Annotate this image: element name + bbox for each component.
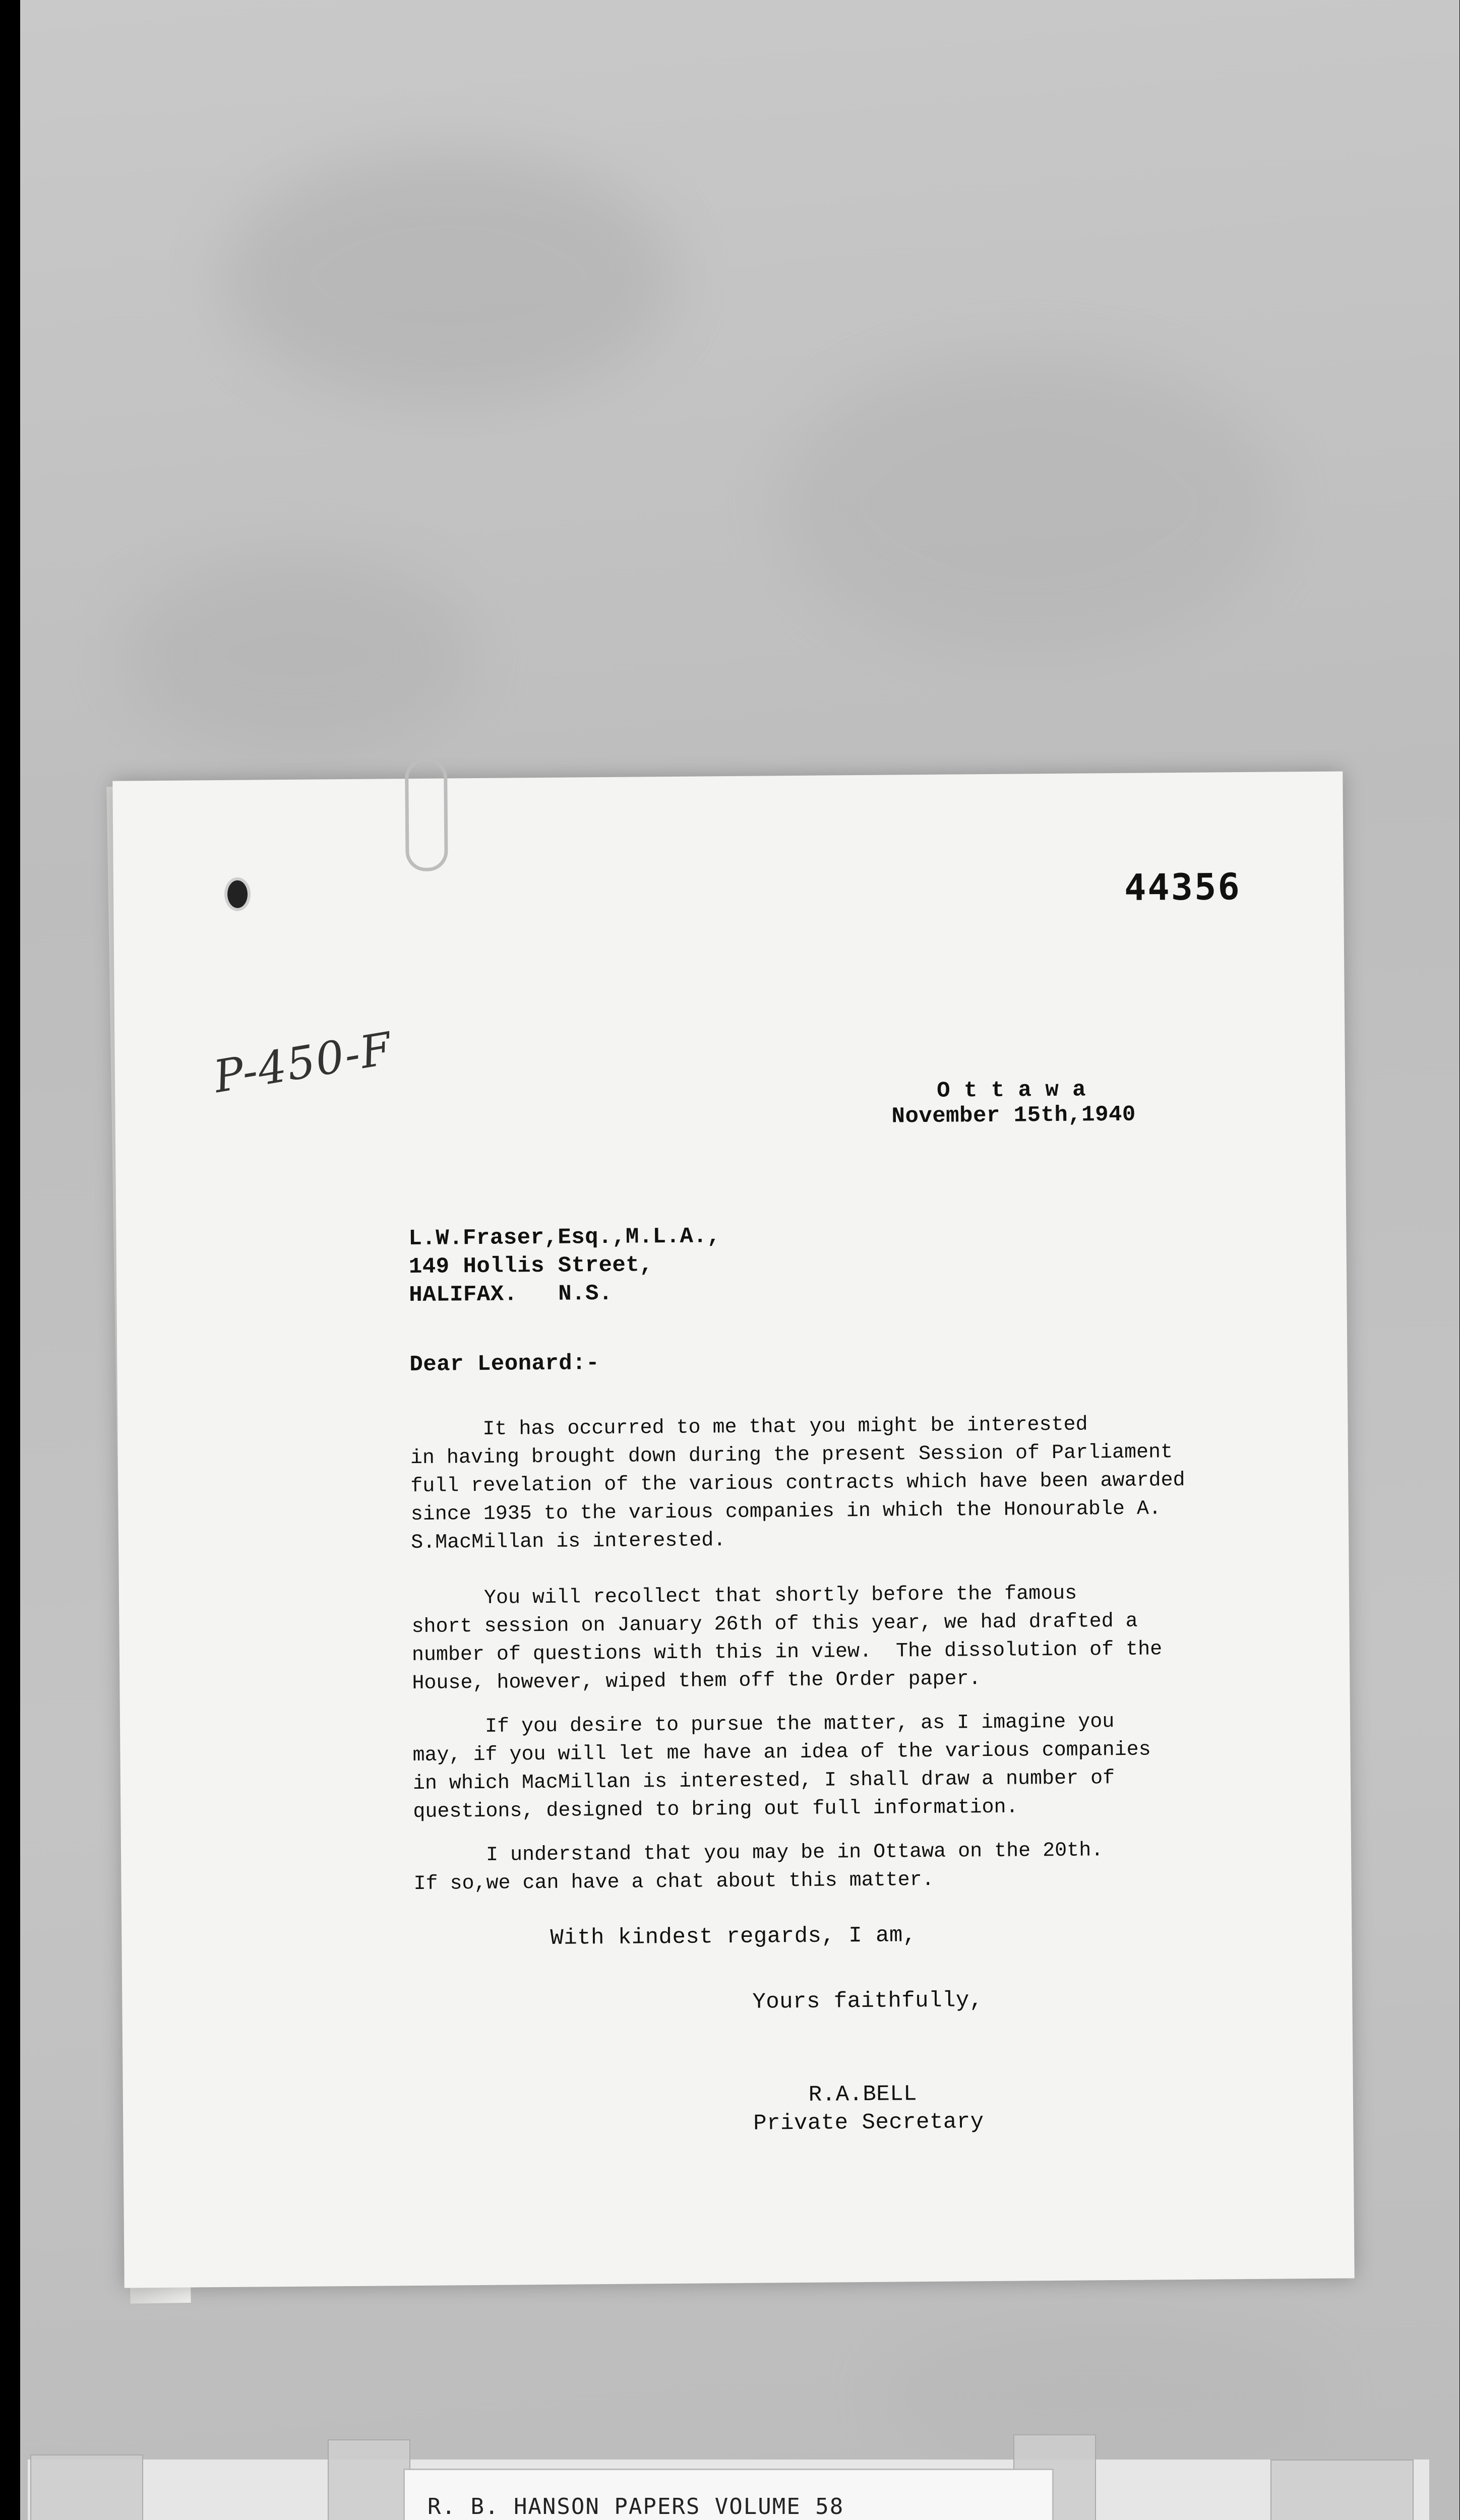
body-line: You will recollect that shortly before the famous (411, 1582, 1077, 1611)
body-line: S.MacMillan is interested. (411, 1529, 726, 1555)
mount-stain (121, 554, 474, 756)
signer-title: Private Secretary (753, 2109, 984, 2136)
letter-city: O t t a w a (936, 1077, 1086, 1104)
mount-stain (776, 353, 1281, 655)
body-paragraph-3 (412, 1707, 1220, 1826)
body-line: in having brought down during the present Session of Parliament (410, 1441, 1173, 1470)
body-line: may, if you will let me have an idea of the various companies (412, 1738, 1151, 1768)
tape-strip (1270, 2460, 1414, 2520)
body-line: since 1935 to the various companies in which the Honourable A. (410, 1497, 1162, 1527)
body-line: short session on January 26th of this year, we had drafted a (411, 1610, 1138, 1639)
letter-page (112, 771, 1354, 2288)
recipient-line: 149 Hollis Street, (408, 1252, 653, 1280)
mount-stain (222, 151, 676, 403)
body-line: full revelation of the various contracts which have been awarded (410, 1469, 1185, 1498)
document-number: 44356 (1124, 865, 1242, 909)
body-paragraph-1 (410, 1410, 1218, 1557)
body-line: questions, designed to bring out full information. (413, 1796, 1018, 1824)
volume-label: R. B. HANSON PAPERS VOLUME 58 (403, 2469, 1054, 2520)
body-line: If you desire to pursue the matter, as I imagine you (412, 1711, 1115, 1739)
valediction: Yours faithfully, (752, 1988, 983, 2015)
body-line: number of questions with this in view. The dissolution of the (411, 1638, 1163, 1667)
body-paragraph-4 (413, 1836, 1221, 1899)
salutation: Dear Leonard:- (409, 1351, 600, 1378)
body-line: It has occurred to me that you might be interested (410, 1413, 1088, 1442)
tape-strip (328, 2439, 410, 2520)
punch-hole-icon (224, 877, 251, 911)
body-line: If so,we can have a chat about this matter. (413, 1868, 934, 1896)
closing-line: With kindest regards, I am, (550, 1923, 917, 1951)
body-line: I understand that you may be in Ottawa on the 20th. (413, 1839, 1104, 1868)
signer-name: R.A.BELL (808, 2082, 918, 2108)
paper-clip-icon (405, 758, 448, 871)
tape-strip (30, 2454, 143, 2520)
body-line: in which MacMillan is interested, I shall draw a number of (412, 1767, 1115, 1796)
mount-stain (877, 2318, 1331, 2470)
recipient-line: HALIFAX. N.S. (409, 1281, 613, 1308)
handwritten-reference: P-450-F (210, 1022, 396, 1103)
body-paragraph-2 (411, 1579, 1219, 1698)
letter-date: November 15th,1940 (891, 1102, 1136, 1129)
body-line: House, however, wiped them off the Order paper. (412, 1668, 981, 1695)
recipient-line: L.W.Fraser,Esq.,M.L.A., (408, 1224, 721, 1252)
